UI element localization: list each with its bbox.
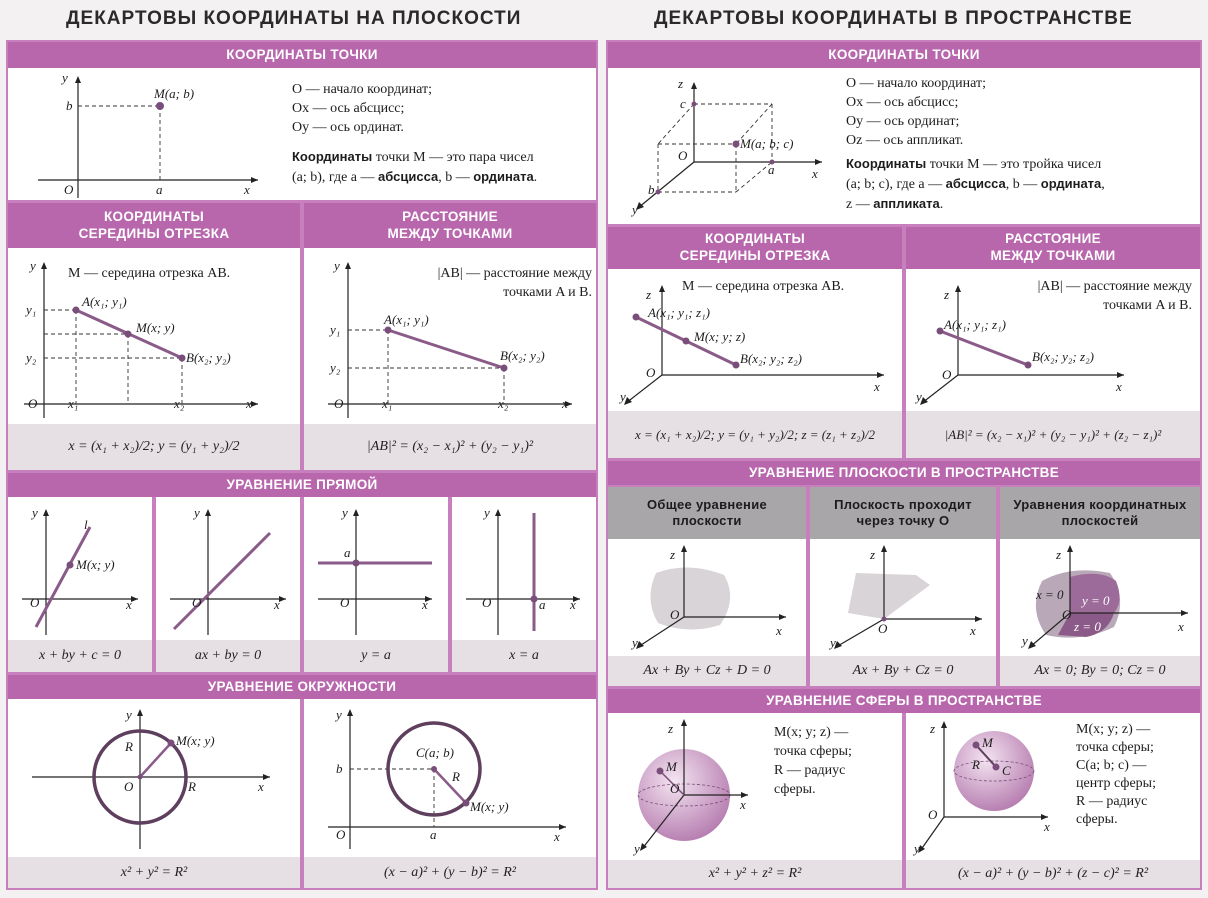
space-midpoint-formula: x = (x₁ + x₂)/2; y = (y₁ + y₂)/2; z = (z₁ + z₂)/2 [608,411,902,458]
plane-point-cell [8,68,596,200]
space-point-diagram [608,68,838,224]
space-distance-formula: |AB|² = (x₂ − x₁)² + (y₂ − y₁)² + (z₂ − z₁)² [906,411,1200,458]
svg-text:O: O [336,827,346,842]
svg-text:x₁: x₁ [68,396,79,411]
space-sphere-cell-1: M z O x y M(x; y; z) — точка сферы; R — радиус сферы. [608,713,902,860]
space-sphere-cell-2: M R C z O x y M(x; y; z) — точка сферы; C(a; b; c) — центр сферы; R — радиус сферы. [906,713,1200,860]
plane-line-cell-2 [156,497,300,640]
space-plane-sub-1: Общее уравнение плоскости [608,487,806,539]
svg-text:B(x₂; y₂): B(x₂; y₂) [500,348,545,363]
svg-text:y₂: y₂ [26,350,37,365]
svg-text:y = 0: y = 0 [1082,593,1110,608]
plane-distance-header: РАССТОЯНИЕ МЕЖДУ ТОЧКАМИ [304,203,596,248]
svg-text:x: x [126,597,132,612]
plane-point-diagram [8,68,288,200]
svg-text:M: M [666,759,677,774]
svg-text:x: x [740,797,746,812]
svg-text:x: x [562,396,568,411]
svg-text:x: x [1116,379,1122,394]
svg-text:O: O [64,182,74,197]
svg-text:O: O [28,396,38,411]
svg-text:M: M [982,735,993,750]
svg-text:b: b [648,182,655,197]
plane-midpoint-formula: x = (x₁ + x₂)/2; y = (y₁ + y₂)/2 [8,424,300,470]
svg-text:O: O [340,595,350,610]
svg-text:B(x₂; y₂; z₂): B(x₂; y₂; z₂) [740,351,802,366]
svg-text:x: x [258,779,264,794]
svg-text:x₂: x₂ [174,396,185,411]
svg-text:a: a [344,545,351,560]
svg-text:O: O [942,367,952,382]
plane-circle-cell-2 [304,699,596,857]
svg-text:O: O [646,365,656,380]
svg-text:z: z [646,287,652,302]
svg-text:a: a [768,162,775,177]
space-plane-header: УРАВНЕНИЕ ПЛОСКОСТИ В ПРОСТРАНСТВЕ [608,461,1200,485]
plane-line-cell-4 [452,497,596,640]
svg-text:y: y [30,258,36,273]
svg-text:x: x [874,379,880,394]
svg-text:y: y [484,505,490,520]
svg-text:y₂: y₂ [330,360,341,375]
svg-text:x₂: x₂ [498,396,509,411]
svg-text:y: y [830,635,836,650]
svg-text:B(x₂; y₂): B(x₂; y₂) [186,350,231,365]
svg-text:x: x [970,623,976,638]
svg-text:O: O [670,607,680,622]
svg-text:y: y [342,505,348,520]
svg-text:z: z [930,721,936,736]
svg-text:O: O [878,621,888,636]
svg-text:y: y [194,505,200,520]
svg-text:x: x [246,396,252,411]
svg-text:O: O [670,781,680,796]
svg-text:x: x [570,597,576,612]
svg-text:b: b [66,98,73,113]
svg-text:y₁: y₁ [26,302,37,317]
svg-text:z: z [870,547,876,562]
space-point-cell [608,68,1200,224]
svg-text:R: R [972,757,980,772]
svg-text:b: b [336,761,343,776]
svg-text:z: z [670,547,676,562]
plane-line-cell-1 [8,497,152,640]
space-distance-header: РАССТОЯНИЕ МЕЖДУ ТОЧКАМИ [906,227,1200,269]
svg-text:O: O [482,595,492,610]
svg-text:A(x₁; y₁; z₁): A(x₁; y₁; z₁) [944,317,1006,332]
svg-text:x: x [1044,819,1050,834]
svg-text:y₁: y₁ [330,322,341,337]
right-title: ДЕКАРТОВЫ КООРДИНАТЫ В ПРОСТРАНСТВЕ [654,8,1133,29]
space-plane-sub-3: Уравнения координатных плоскостей [1000,487,1200,539]
plane-distance-formula: |AB|² = (x₂ − x₁)² + (y₂ − y₁)² [304,424,596,470]
plane-distance-cell: A(x₁; y₁) B(x₂; y₂) y y₁ y₂ O x₁ x₂ x |AB| — расстояние между точками A и B. [304,248,596,424]
svg-text:A(x₁; y₁; z₁): A(x₁; y₁; z₁) [648,305,710,320]
svg-text:y: y [334,258,340,273]
svg-text:O: O [334,396,344,411]
svg-text:z: z [668,721,674,736]
svg-text:M(x; y; z): M(x; y; z) [694,329,746,344]
svg-text:x: x [422,597,428,612]
svg-text:x: x [244,182,250,197]
plane-line-header: УРАВНЕНИЕ ПРЯМОЙ [8,473,596,497]
space-midpoint-header: КООРДИНАТЫ СЕРЕДИНЫ ОТРЕЗКА [608,227,902,269]
svg-text:O: O [192,595,202,610]
svg-text:x = 0: x = 0 [1036,587,1064,602]
space-plane-cell-2 [810,539,996,656]
svg-text:a: a [539,597,546,612]
space-point-header: КООРДИНАТЫ ТОЧКИ [608,42,1200,68]
svg-text:O: O [678,148,688,163]
svg-text:O: O [1062,607,1072,622]
svg-text:M(x; y): M(x; y) [470,799,509,814]
svg-text:z = 0: z = 0 [1074,619,1101,634]
svg-text:M(a; b; c): M(a; b; c) [740,136,794,151]
svg-text:z: z [678,76,684,91]
svg-text:R: R [188,779,196,794]
svg-text:O: O [124,779,134,794]
svg-text:A(x₁; y₁): A(x₁; y₁) [82,294,127,309]
svg-text:x₁: x₁ [382,396,393,411]
svg-text:x: x [776,623,782,638]
svg-text:y: y [336,707,342,722]
svg-text:x: x [274,597,280,612]
svg-text:y: y [916,389,922,404]
svg-text:y: y [62,70,68,85]
svg-text:B(x₂; y₂; z₂): B(x₂; y₂; z₂) [1032,349,1094,364]
left-title: ДЕКАРТОВЫ КООРДИНАТЫ НА ПЛОСКОСТИ [66,8,522,29]
svg-text:y: y [126,707,132,722]
svg-text:x: x [1178,619,1184,634]
svg-text:C: C [1002,763,1011,778]
space-plane-cell-1 [608,539,806,656]
svg-text:y: y [914,841,920,856]
svg-text:l: l [84,517,88,532]
svg-text:M(x; y): M(x; y) [76,557,115,572]
svg-text:x: x [554,829,560,844]
space-midpoint-cell: A(x₁; y₁; z₁) M(x; y; z) B(x₂; y₂; z₂) z O x y M — середина отрезка AB. [608,269,902,411]
plane-point-header: КООРДИНАТЫ ТОЧКИ [8,42,596,68]
svg-text:c: c [680,96,686,111]
svg-text:R: R [452,769,460,784]
space-sphere-header: УРАВНЕНИЕ СФЕРЫ В ПРОСТРАНСТВЕ [608,689,1200,713]
svg-text:M(x; y): M(x; y) [136,320,175,335]
svg-text:y: y [1022,633,1028,648]
svg-text:x: x [812,166,818,181]
svg-text:y: y [632,202,638,217]
plane-circle-cell-1 [8,699,300,857]
plane-line-cell-3 [304,497,448,640]
space-distance-cell: A(x₁; y₁; z₁) B(x₂; y₂; z₂) z O x y |AB| — расстояние между точками A и B. [906,269,1200,411]
space-plane-sub-2: Плоскость проходит через точку O [810,487,996,539]
space-plane-cell-3 [1000,539,1200,656]
svg-text:z: z [1056,547,1062,562]
svg-text:y: y [32,505,38,520]
plane-point-label: M(a; b) [154,86,195,101]
svg-text:y: y [632,635,638,650]
svg-text:M(x; y): M(x; y) [176,733,215,748]
space-point-text: O — начало координат; Ox — ось абсцисс; Oy — ось ординат; Oz — ось аппликат. Координаты точки M — это тройка чисел (a; b; c), где a — абсцисса, b — ордината, z — аппликата. [846,76,1105,212]
plane-point-text: O — начало координат; Ox — ось абсцисс; Oy — ось ординат. Координаты точки M — это пара чисел (a; b), где a — абсцисса, b — ордината. [292,82,538,185]
svg-text:A(x₁; y₁): A(x₁; y₁) [384,312,429,327]
svg-text:R: R [125,739,133,754]
svg-text:O: O [928,807,938,822]
svg-text:a: a [156,182,163,197]
svg-text:a: a [430,827,437,842]
svg-text:z: z [944,287,950,302]
svg-text:y: y [634,841,640,856]
svg-text:y: y [620,389,626,404]
plane-circle-header: УРАВНЕНИЕ ОКРУЖНОСТИ [8,675,596,699]
svg-text:O: O [30,595,40,610]
plane-midpoint-cell: A(x₁; y₁) M(x; y) B(x₂; y₂) y y₁ y₂ O x₁ x₂ x M — середина отрезка AB. [8,248,300,424]
svg-text:C(a; b): C(a; b) [416,745,454,760]
plane-midpoint-header: КООРДИНАТЫ СЕРЕДИНЫ ОТРЕЗКА [8,203,300,248]
